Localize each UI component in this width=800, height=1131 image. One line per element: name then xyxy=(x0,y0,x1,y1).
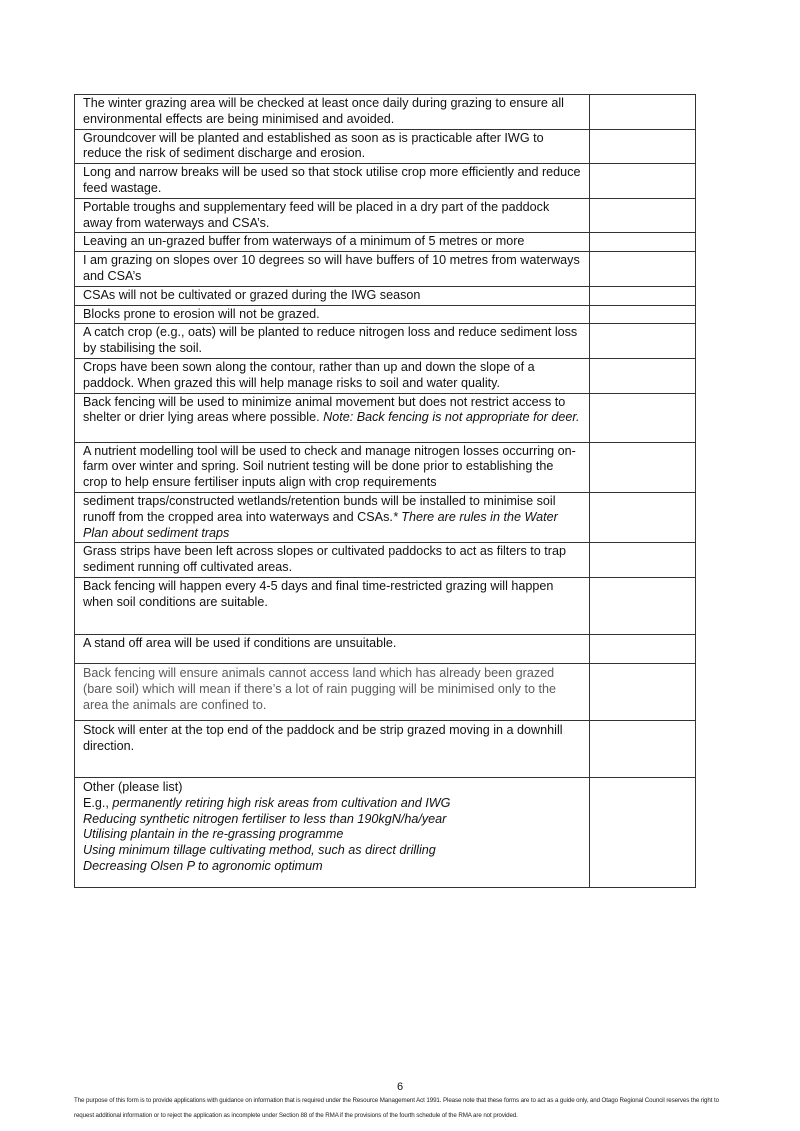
table-row xyxy=(75,164,696,199)
table-row xyxy=(75,663,696,720)
practice-text: Stock will enter at the top end of the paddock and be strip grazed moving in a downhill direction. xyxy=(75,720,590,777)
page-number: 6 xyxy=(396,1081,404,1093)
response-cell[interactable] xyxy=(589,129,695,164)
response-cell[interactable] xyxy=(589,492,695,542)
table-row xyxy=(75,777,696,887)
practice-text: I am grazing on slopes over 10 degrees so will have buffers of 10 metres from waterways and CSA’s xyxy=(75,252,590,287)
practice-text: A catch crop (e.g., oats) will be planted to reduce nitrogen loss and reduce sediment loss by stabilising the soil. xyxy=(75,324,590,359)
response-cell[interactable] xyxy=(589,95,695,130)
other-example: Reducing synthetic nitrogen fertiliser to less than 190kgN/ha/year xyxy=(83,811,447,826)
table-row xyxy=(75,393,696,442)
practice-text: Leaving an un-grazed buffer from waterways of a minimum of 5 metres or more xyxy=(75,233,590,252)
response-cell[interactable] xyxy=(589,252,695,287)
other-example: Using minimum tillage cultivating method, such as direct drilling xyxy=(83,843,436,858)
response-cell[interactable] xyxy=(589,777,695,887)
table-row xyxy=(75,492,696,542)
table-row xyxy=(75,198,696,233)
footer-disclaimer: The purpose of this form is to provide applications with guidance on information that is required under the Resource Management Act 1991. Please note that these forms are to act as a guide only, and Otago Regional Council reserves the right to request additional information or to reject the application as incomplete under Section 88 of the RMA if the provisions of the fourth schedule of the RMA are not provided. xyxy=(74,1097,719,1119)
table-row xyxy=(75,577,696,634)
practice-text: Back fencing will be used to minimize animal movement but does not restrict access to shelter or drier lying areas where possible. Note: Back fencing is not appropriate for deer. xyxy=(75,393,590,442)
practice-text: Back fencing will ensure animals cannot access land which has already been grazed (bare soil) which will mean if there’s a lot of rain pugging will be minimised only to the area the animals are confined to. xyxy=(75,663,590,720)
response-cell[interactable] xyxy=(589,305,695,324)
practice-text: Back fencing will happen every 4-5 days and final time-restricted grazing will happen when soil conditions are suitable. xyxy=(75,577,590,634)
response-cell[interactable] xyxy=(589,663,695,720)
table-row xyxy=(75,95,696,130)
other-practices xyxy=(75,777,590,887)
practice-note: * There are rules in the Water Plan about sediment traps xyxy=(83,509,558,540)
table-row xyxy=(75,252,696,287)
response-cell[interactable] xyxy=(589,286,695,305)
practice-text: Blocks prone to erosion will not be grazed. xyxy=(75,305,590,324)
practice-text: A stand off area will be used if conditions are unsuitable. xyxy=(75,634,590,663)
practice-text: Crops have been sown along the contour, rather than up and down the slope of a paddock. When grazed this will help manage risks to soil and water quality. xyxy=(75,358,590,393)
practice-text: sediment traps/constructed wetlands/retention bunds will be installed to minimise soil runoff from the cropped area into waterways and CSAs.* There are rules in the Water Plan about sediment traps xyxy=(75,492,590,542)
other-heading: Other (please list) xyxy=(83,779,183,794)
response-cell[interactable] xyxy=(589,393,695,442)
practice-text: Groundcover will be planted and established as soon as is practicable after IWG to reduce the risk of sediment discharge and erosion. xyxy=(75,129,590,164)
practice-text: Grass strips have been left across slopes or cultivated paddocks to act as filters to trap sediment running off cultivated areas. xyxy=(75,543,590,578)
practice-note: Note: Back fencing is not appropriate for deer. xyxy=(323,410,580,425)
other-example: Utilising plantain in the re-grassing programme xyxy=(83,827,344,842)
response-cell[interactable] xyxy=(589,358,695,393)
response-cell[interactable] xyxy=(589,198,695,233)
table-row xyxy=(75,442,696,492)
practice-text: CSAs will not be cultivated or grazed during the IWG season xyxy=(75,286,590,305)
response-cell[interactable] xyxy=(589,720,695,777)
other-example: E.g., permanently retiring high risk areas from cultivation and IWG xyxy=(83,795,451,810)
table-row xyxy=(75,305,696,324)
table-row xyxy=(75,286,696,305)
table-row xyxy=(75,720,696,777)
practice-text: Long and narrow breaks will be used so that stock utilise crop more efficiently and reduce feed wastage. xyxy=(75,164,590,199)
table-row xyxy=(75,358,696,393)
practice-text: A nutrient modelling tool will be used to check and manage nitrogen losses occurring on-farm over winter and spring. Soil nutrient testing will be done prior to establishing the crop to help ensure fertiliser inputs align with crop requirements xyxy=(75,442,590,492)
table-row xyxy=(75,129,696,164)
practice-text: The winter grazing area will be checked at least once daily during grazing to ensure all environmental effects are being minimised and avoided. xyxy=(75,95,590,130)
practice-text: Portable troughs and supplementary feed will be placed in a dry part of the paddock away from waterways and CSA’s. xyxy=(75,198,590,233)
table-row xyxy=(75,233,696,252)
response-cell[interactable] xyxy=(589,324,695,359)
other-example: Decreasing Olsen P to agronomic optimum xyxy=(83,858,323,873)
table-row xyxy=(75,543,696,578)
response-cell[interactable] xyxy=(589,634,695,663)
table-row xyxy=(75,634,696,663)
response-cell[interactable] xyxy=(589,233,695,252)
response-cell[interactable] xyxy=(589,543,695,578)
table-row xyxy=(75,324,696,359)
practices-table xyxy=(74,94,696,888)
response-cell[interactable] xyxy=(589,577,695,634)
response-cell[interactable] xyxy=(589,164,695,199)
response-cell[interactable] xyxy=(589,442,695,492)
